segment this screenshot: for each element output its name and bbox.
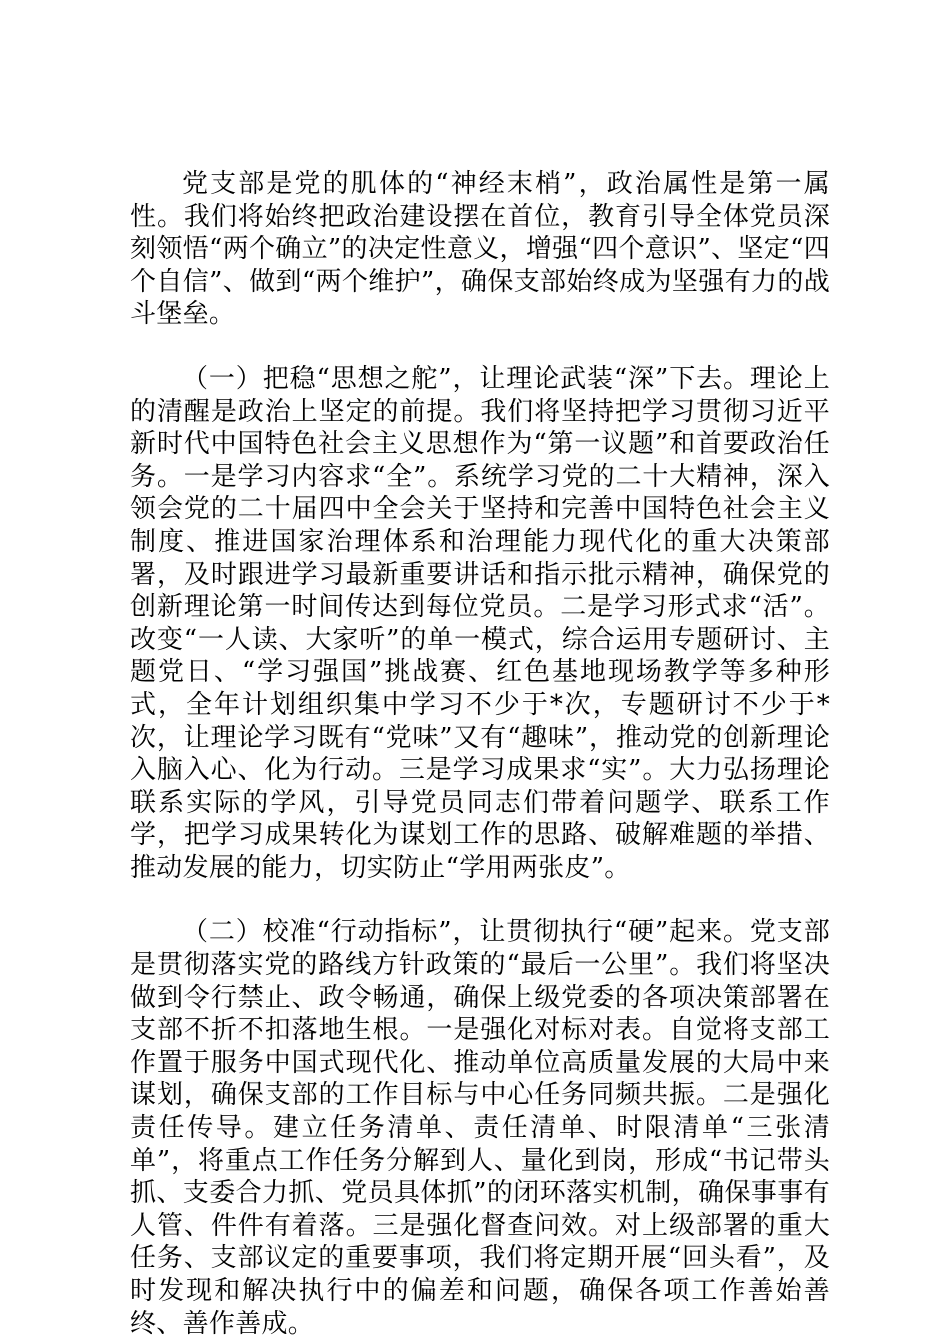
intro-paragraph: 党支部是党的肌体的“神经末梢”，政治属性是第一属性。我们将始终把政治建设摆在首位，教育引导全体党员深刻领悟“两个确立”的决定性意义，增强“四个意识”、坚定“四个自信”、做到“两个维护”，确保支部始终成为坚强有力的战斗堡垒。 [130, 169, 830, 330]
section-two-paragraph: （二）校准“行动指标”，让贯彻执行“硬”起来。党支部是贯彻落实党的路线方针政策的“最后一公里”。我们将坚决做到令行禁止、政令畅通，确保上级党委的各项决策部署在支部不折不扣落地生根。一是强化对标对表。自觉将支部工作置于服务中国式现代化、推动单位高质量发展的大局中来谋划，确保支部的工作目标与中心任务同频共振。二是强化责任传导。建立任务清单、责任清单、时限清单“三张清单”，将重点工作任务分解到人、量化到岗，形成“书记带头抓、支委合力抓、党员具体抓”的闭环落实机制，确保事事有人管、件件有着落。三是强化督查问效。对上级部署的重大任务、支部议定的重要事项，我们将定期开展“回头看”，及时发现和解决执行中的偏差和问题，确保各项工作善始善终、善作善成。 [130, 917, 830, 1339]
section-one-paragraph: （一）把稳“思想之舵”，让理论武装“深”下去。理论上的清醒是政治上坚定的前提。我们将坚持把学习贯彻习近平新时代中国特色社会主义思想作为“第一议题”和首要政治任务。一是学习内容求“全”。系统学习党的二十大精神，深入领会党的二十届四中全会关于坚持和完善中国特色社会主义制度、推进国家治理体系和治理能力现代化的重大决策部署，及时跟进学习最新重要讲话和指示批示精神，确保党的创新理论第一时间传达到每位党员。二是学习形式求“活”。改变“一人读、大家听”的单一模式，综合运用专题研讨、主题党日、“学习强国”挑战赛、红色基地现场教学等多种形式，全年计划组织集中学习不少于*次，专题研讨不少于*次，让理论学习既有“党味”又有“趣味”，推动党的创新理论入脑入心、化为行动。三是学习成果求“实”。大力弘扬理论联系实际的学风，引导党员同志们带着问题学、联系工作学，把学习成果转化为谋划工作的思路、破解难题的举措、推动发展的能力，切实防止“学用两张皮”。 [130, 363, 830, 883]
document-body [130, 168, 830, 1340]
